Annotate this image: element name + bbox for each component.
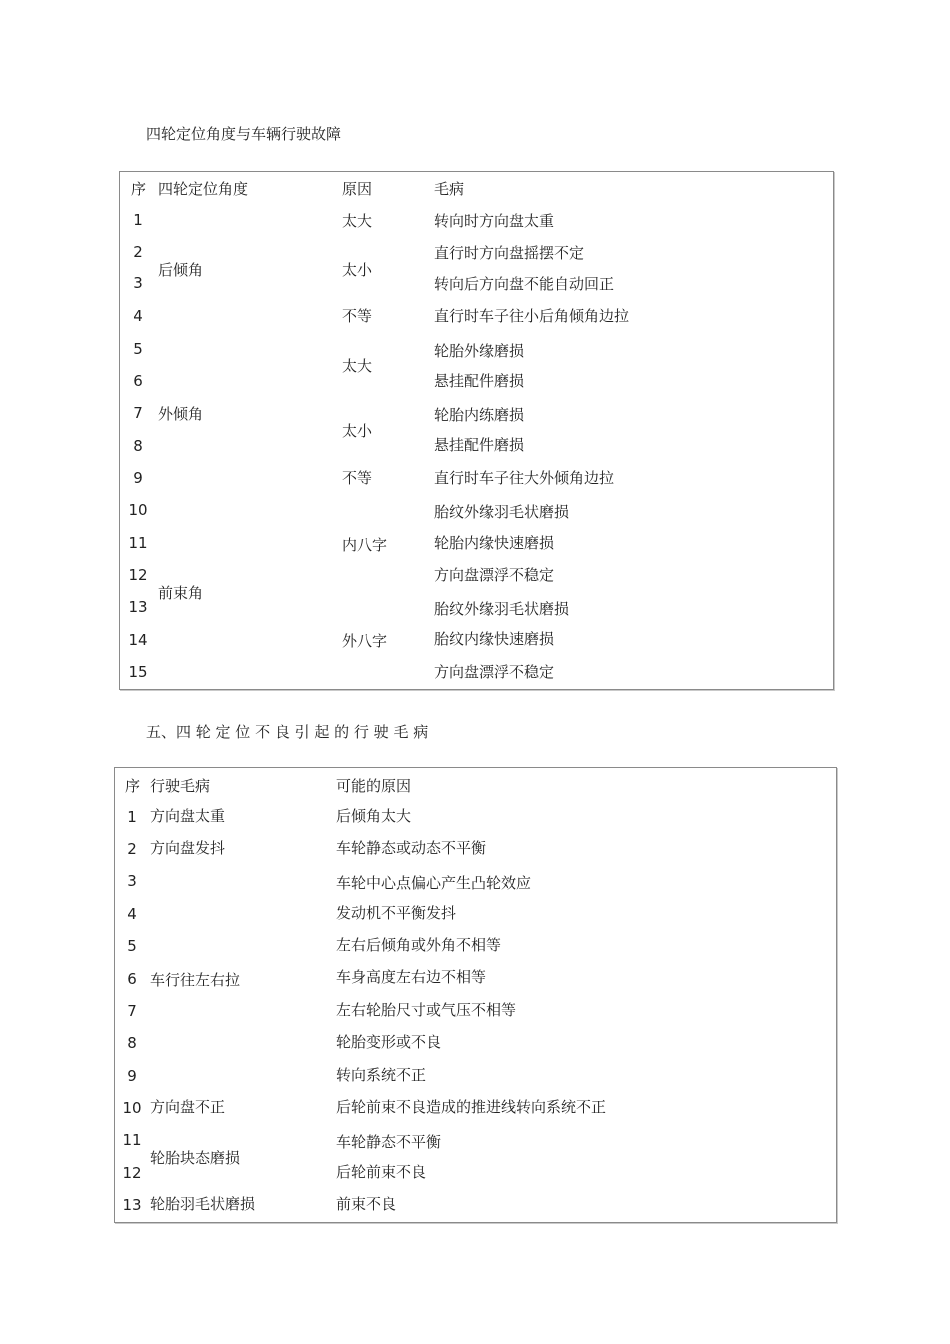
- header-seq: 序: [125, 777, 141, 795]
- seq-number: 8: [127, 1034, 137, 1052]
- cause-cell: 左右后倾角或外角不相等: [336, 936, 502, 954]
- cause-cell: 车轮静态或动态不平衡: [336, 839, 487, 857]
- fault-cell: 胎纹内缘快速磨损: [434, 630, 555, 648]
- symptom-cell: 方向盘不正: [150, 1098, 226, 1116]
- cause-cell: 发动机不平衡发抖: [336, 904, 457, 922]
- seq-number: 8: [133, 437, 143, 455]
- symptom-cell: 车行往左右拉: [150, 971, 241, 989]
- seq-number: 14: [128, 631, 148, 649]
- section5-title: 五、四 轮 定 位 不 良 引 起 的 行 驶 毛 病: [146, 723, 429, 741]
- seq-number: 1: [133, 211, 143, 229]
- seq-number: 6: [127, 970, 137, 988]
- cause-cell: 后轮前束不良: [336, 1163, 427, 1181]
- cause-cell: 太大: [342, 357, 373, 375]
- cause-cell: 太大: [342, 212, 373, 230]
- fault-cell: 直行时车子往小后角倾角边拉: [434, 307, 630, 325]
- seq-number: 15: [128, 663, 148, 681]
- cause-cell: 后倾角太大: [336, 807, 412, 825]
- seq-number: 1: [127, 808, 137, 826]
- cause-cell: 车轮静态不平衡: [336, 1133, 442, 1151]
- cause-cell: 太小: [342, 261, 373, 279]
- angle-caster: 后倾角: [158, 261, 204, 279]
- fault-cell: 悬挂配件磨损: [434, 436, 525, 454]
- seq-number: 13: [128, 598, 148, 616]
- fault-cell: 轮胎内练磨损: [434, 406, 525, 424]
- fault-cell: 方向盘漂浮不稳定: [434, 663, 555, 681]
- seq-number: 3: [133, 274, 143, 292]
- header-seq: 序: [131, 180, 147, 198]
- cause-cell: 前束不良: [336, 1195, 397, 1213]
- seq-number: 6: [133, 372, 143, 390]
- symptom-cell: 方向盘发抖: [150, 839, 226, 857]
- seq-number: 9: [127, 1067, 137, 1085]
- header-fault: 毛病: [434, 180, 465, 198]
- seq-number: 5: [127, 937, 137, 955]
- cause-cell: 内八字: [342, 536, 388, 554]
- fault-cell: 轮胎外缘磨损: [434, 342, 525, 360]
- seq-number: 12: [128, 566, 148, 584]
- seq-number: 10: [122, 1099, 142, 1117]
- alignment-fault-table: [119, 171, 834, 690]
- seq-number: 4: [133, 307, 143, 325]
- seq-number: 13: [122, 1196, 142, 1214]
- cause-cell: 不等: [342, 307, 373, 325]
- fault-cell: 悬挂配件磨损: [434, 372, 525, 390]
- fault-cell: 胎纹外缘羽毛状磨损: [434, 503, 570, 521]
- symptom-cell: 轮胎羽毛状磨损: [150, 1195, 256, 1213]
- seq-number: 11: [122, 1131, 142, 1149]
- fault-cell: 转向时方向盘太重: [434, 212, 555, 230]
- angle-toe: 前束角: [158, 584, 204, 602]
- seq-number: 7: [133, 404, 143, 422]
- seq-number: 10: [128, 501, 148, 519]
- seq-number: 9: [133, 469, 143, 487]
- seq-number: 12: [122, 1164, 142, 1182]
- seq-number: 2: [133, 243, 143, 261]
- cause-cell: 轮胎变形或不良: [336, 1033, 442, 1051]
- cause-cell: 左右轮胎尺寸或气压不相等: [336, 1001, 517, 1019]
- fault-cell: 直行时方向盘摇摆不定: [434, 244, 585, 262]
- cause-cell: 车轮中心点偏心产生凸轮效应: [336, 874, 532, 892]
- seq-number: 7: [127, 1002, 137, 1020]
- fault-cell: 方向盘漂浮不稳定: [434, 566, 555, 584]
- header-symptom: 行驶毛病: [150, 777, 211, 795]
- fault-cell: 胎纹外缘羽毛状磨损: [434, 600, 570, 618]
- symptom-cell: 轮胎块态磨损: [150, 1149, 241, 1167]
- fault-cell: 轮胎内缘快速磨损: [434, 534, 555, 552]
- header-cause: 原因: [342, 180, 373, 198]
- header-angle: 四轮定位角度: [158, 180, 249, 198]
- seq-number: 4: [127, 905, 137, 923]
- section4-title: 四轮定位角度与车辆行驶故障: [146, 125, 342, 143]
- seq-number: 3: [127, 872, 137, 890]
- angle-camber: 外倾角: [158, 405, 204, 423]
- cause-cell: 外八字: [342, 632, 388, 650]
- cause-cell: 车身高度左右边不相等: [336, 968, 487, 986]
- cause-cell: 不等: [342, 469, 373, 487]
- seq-number: 11: [128, 534, 148, 552]
- symptom-cell: 方向盘太重: [150, 807, 226, 825]
- cause-cell: 太小: [342, 422, 373, 440]
- cause-cell: 转向系统不正: [336, 1066, 427, 1084]
- cause-cell: 后轮前束不良造成的推进线转向系统不正: [336, 1098, 607, 1116]
- seq-number: 5: [133, 340, 143, 358]
- driving-symptom-table: [114, 767, 837, 1223]
- fault-cell: 直行时车子往大外倾角边拉: [434, 469, 615, 487]
- fault-cell: 转向后方向盘不能自动回正: [434, 275, 615, 293]
- header-cause: 可能的原因: [336, 777, 412, 795]
- seq-number: 2: [127, 840, 137, 858]
